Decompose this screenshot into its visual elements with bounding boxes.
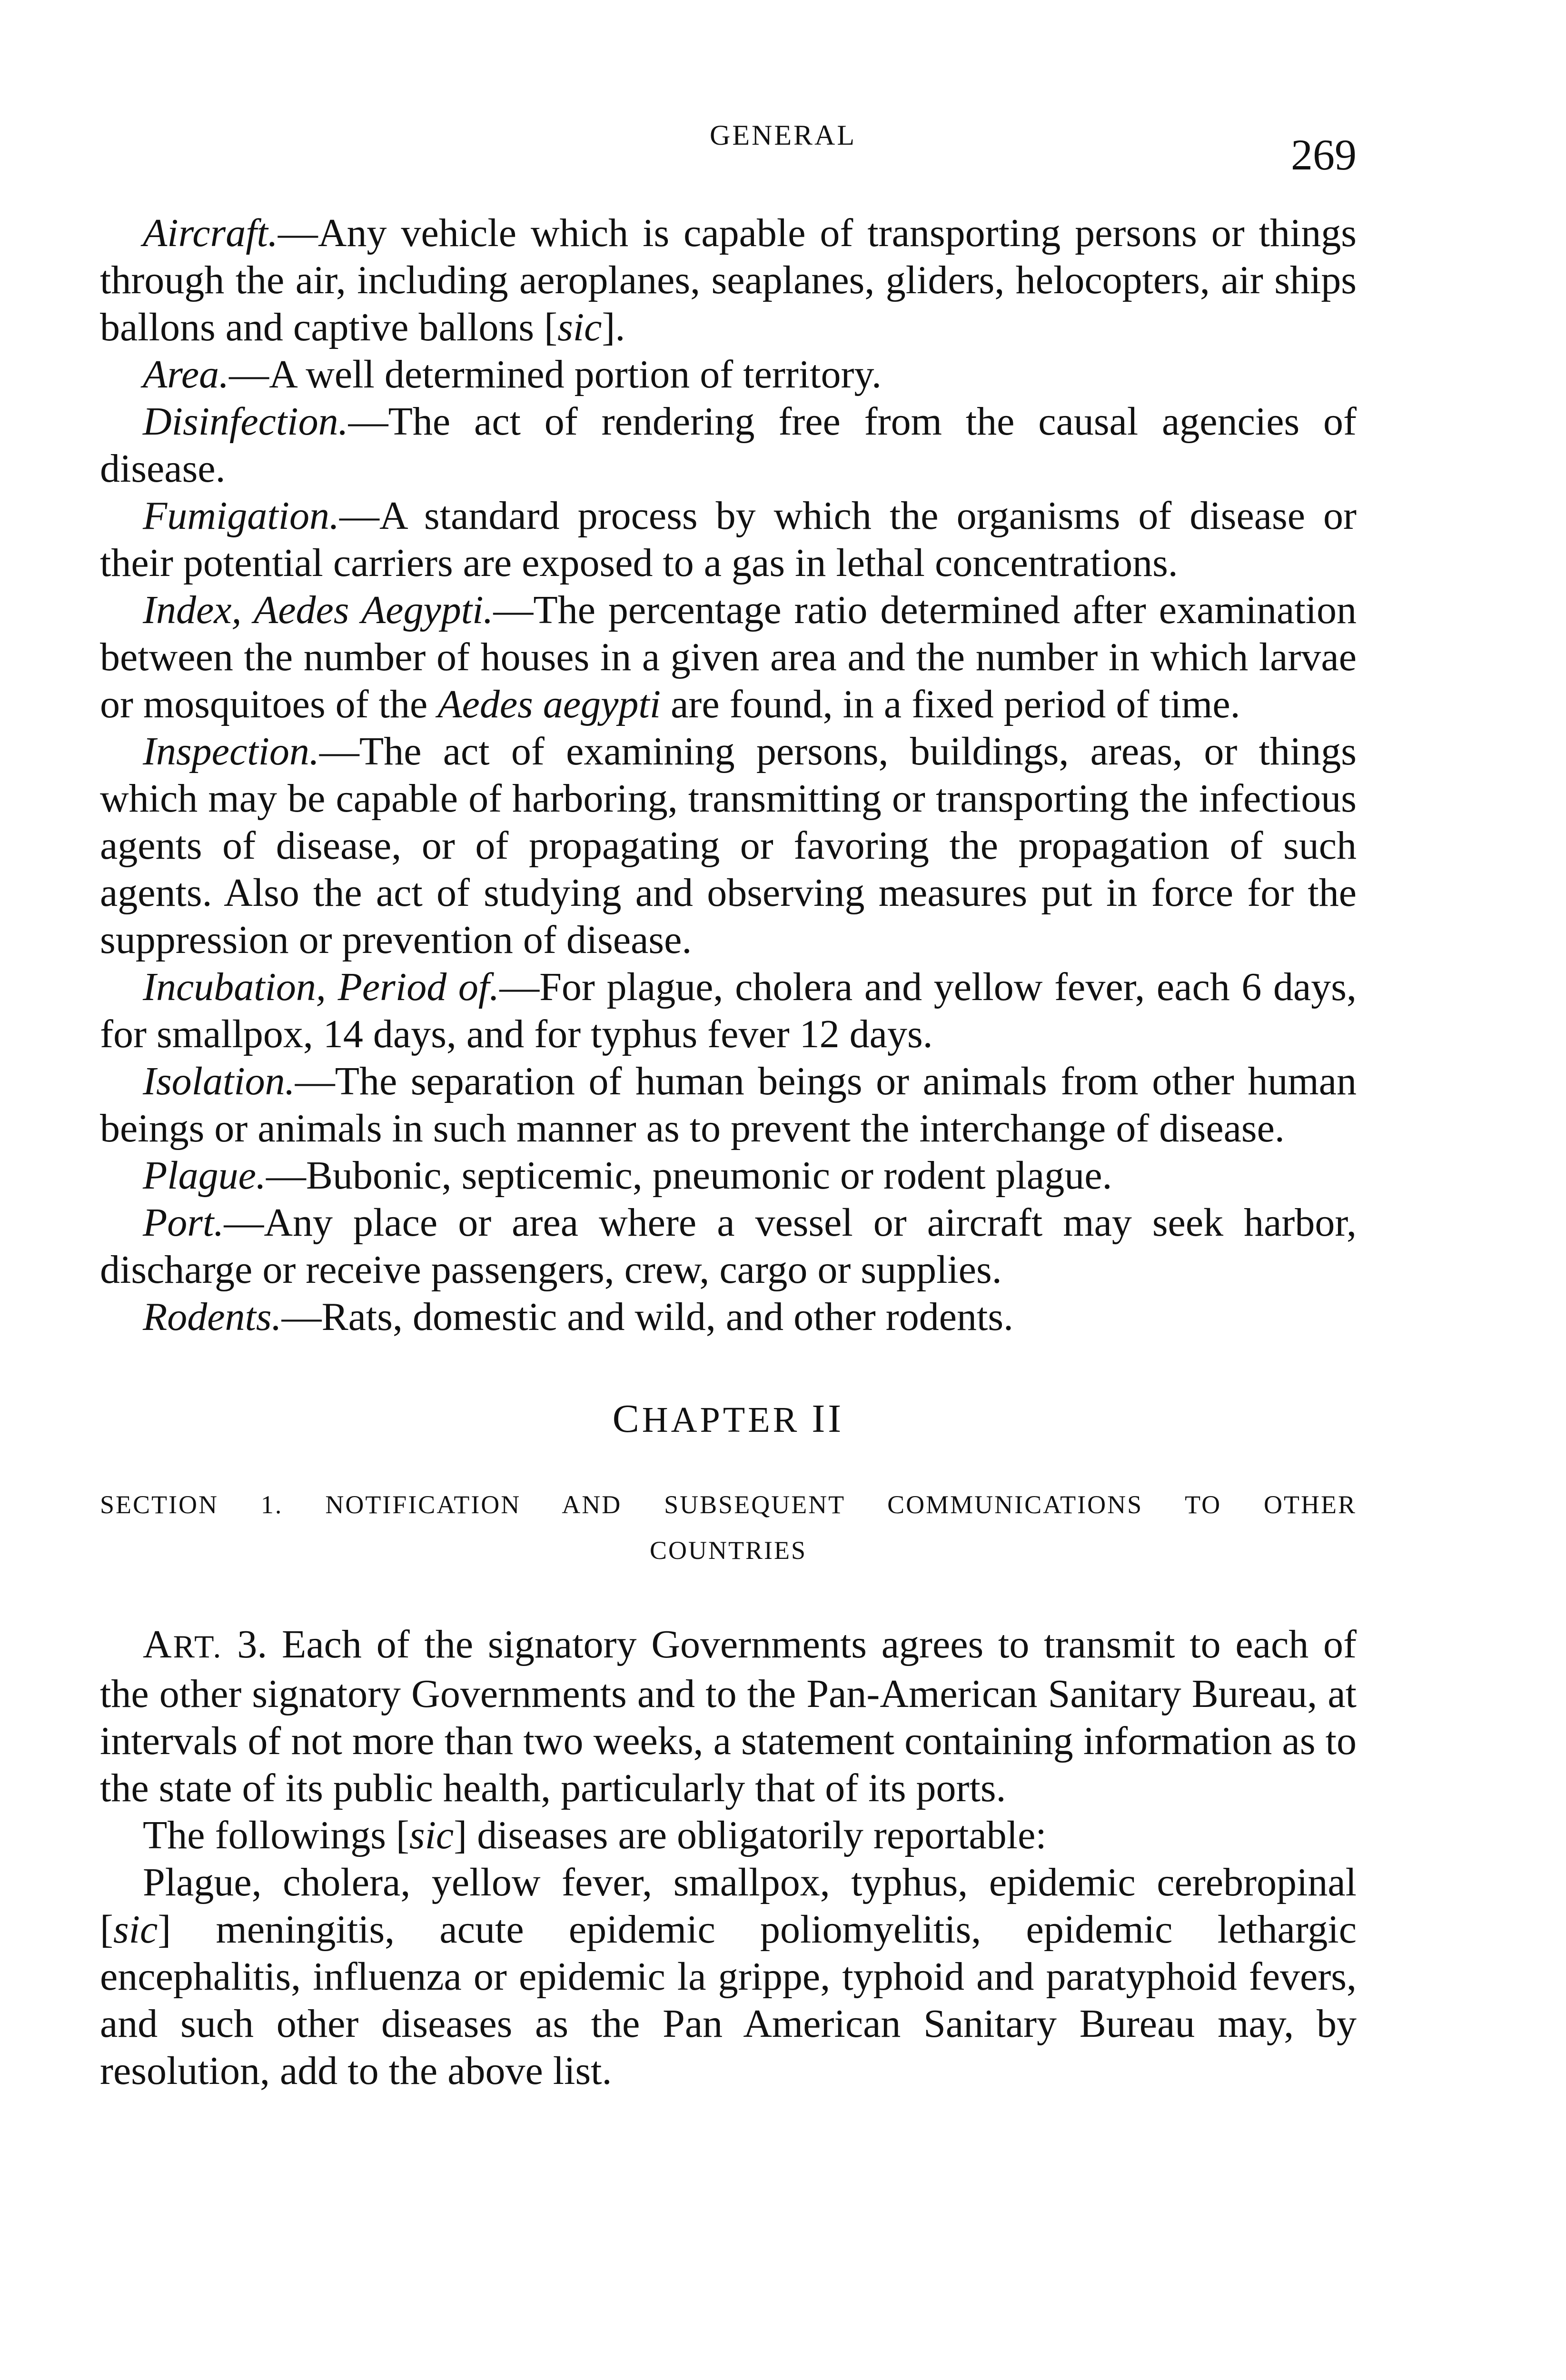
definition-term: Disinfection. — [143, 399, 348, 444]
definition-text: —A standard process by which the organisms of disease or their potential carriers are exposed to a gas in lethal concentrations. — [100, 494, 1357, 585]
article-label — [143, 1622, 222, 1666]
running-head: GENERAL — [710, 119, 856, 151]
definition-term: Plague. — [143, 1153, 266, 1198]
chapter-initial: C — [612, 1397, 642, 1441]
section-heading — [100, 1482, 1357, 1573]
definition-index-aedes-aegypti — [100, 586, 1357, 728]
definition-term: Rodents. — [143, 1295, 282, 1339]
definition-text: —The act of examining persons, buildings, areas, or things which may be capable of harboring, transmitting or transporting the infectious agents of disease, or of propagating or favoring the propagation of such agents. Also the act of studying and observing measures put in force for the suppression or prevention of disease. — [100, 729, 1357, 962]
reportable-text: The followings [ — [143, 1813, 409, 1857]
article-3 — [100, 1621, 1357, 1812]
chapter-word-rest: HAPTER — [642, 1400, 800, 1440]
definition-term: Isolation. — [143, 1059, 295, 1103]
definition-text: —Any vehicle which is capable of transporting persons or things through the air, including aeroplanes, seaplanes, gliders, helocopters, air ships ballons and captive ballons [ — [100, 211, 1357, 349]
definition-text: —The percentage ratio determined after examination between the number of houses in a given area and the number in which larvae or mosquitoes of the — [100, 588, 1357, 726]
disease-list-text-end: ] meningitis, acute epidemic poliomyelitis, epidemic lethargic encephalitis, influenza or epidemic la grippe, typhoid and paratyphoid fevers, and such other diseases as the Pan American Sanitary Bureau may, by resolution, add to the above list. — [100, 1907, 1357, 2093]
definition-rodents — [100, 1293, 1357, 1340]
definition-isolation — [100, 1058, 1357, 1152]
sic-mark: sic — [409, 1813, 454, 1857]
definition-term: Index, Aedes Aegypti. — [143, 588, 494, 632]
definition-incubation — [100, 963, 1357, 1058]
definition-text: —For plague, cholera and yellow fever, each 6 days, for smallpox, 14 days, and for typhus fever 12 days. — [100, 965, 1357, 1056]
definition-term: Port. — [143, 1200, 224, 1245]
definition-term: Incubation, Period of. — [143, 965, 500, 1009]
chapter-numeral: II — [812, 1397, 844, 1441]
disease-list-text: Plague, cholera, yellow fever, smallpox, typhus, epidemic cerebropinal [ — [100, 1860, 1357, 1952]
definition-text: —A well determined portion of territory. — [229, 352, 882, 397]
page-number: 269 — [1291, 130, 1357, 179]
definition-disinfection — [100, 398, 1357, 492]
page-body — [100, 209, 1357, 2094]
sic-mark: sic — [113, 1907, 158, 1952]
definition-text: —Bubonic, septicemic, pneumonic or rodent plague. — [266, 1153, 1112, 1198]
article-text: 3. Each of the signatory Governments agrees to transmit to each of the other signatory Governments and to the Pan-American Sanitary Bureau, at intervals of not more than two weeks, a statement containing information as to the state of its public health, particularly that of its ports. — [100, 1622, 1357, 1810]
section-heading-line-1: SECTION 1. NOTIFICATION AND SUBSEQUENT COMMUNICATIONS TO OTHER — [100, 1490, 1357, 1519]
definition-term: Area. — [143, 352, 229, 397]
chapter-heading — [100, 1395, 1357, 1444]
article-label-rest: RT. — [173, 1628, 223, 1665]
species-name: Aedes aegypti — [437, 682, 661, 726]
definition-area — [100, 351, 1357, 398]
definition-fumigation — [100, 492, 1357, 586]
definition-text: —The act of rendering free from the causal agencies of disease. — [100, 399, 1357, 491]
definition-term: Fumigation. — [143, 494, 339, 538]
definition-plague — [100, 1152, 1357, 1199]
section-heading-line-2: COUNTRIES — [649, 1536, 807, 1565]
article-label-initial: A — [143, 1622, 173, 1666]
definition-text-end: are found, in a fixed period of time. — [661, 682, 1240, 726]
definition-term: Aircraft. — [143, 211, 278, 255]
definition-term: Inspection. — [143, 729, 319, 774]
reportable-intro — [100, 1812, 1357, 1859]
definition-text: —Any place or area where a vessel or aircraft may seek harbor, discharge or receive passengers, crew, cargo or supplies. — [100, 1200, 1357, 1292]
definition-aircraft — [100, 209, 1357, 351]
sic-mark: sic — [557, 305, 602, 349]
definition-inspection — [100, 728, 1357, 963]
definition-text: —Rats, domestic and wild, and other rodents. — [281, 1295, 1014, 1339]
definition-port — [100, 1199, 1357, 1293]
reportable-text-end: ] diseases are obligatorily reportable: — [454, 1813, 1047, 1857]
disease-list — [100, 1859, 1357, 2094]
definition-text-end: ]. — [602, 305, 625, 349]
definition-text: —The separation of human beings or animals from other human beings or animals in such manner as to prevent the interchange of disease. — [100, 1059, 1357, 1150]
